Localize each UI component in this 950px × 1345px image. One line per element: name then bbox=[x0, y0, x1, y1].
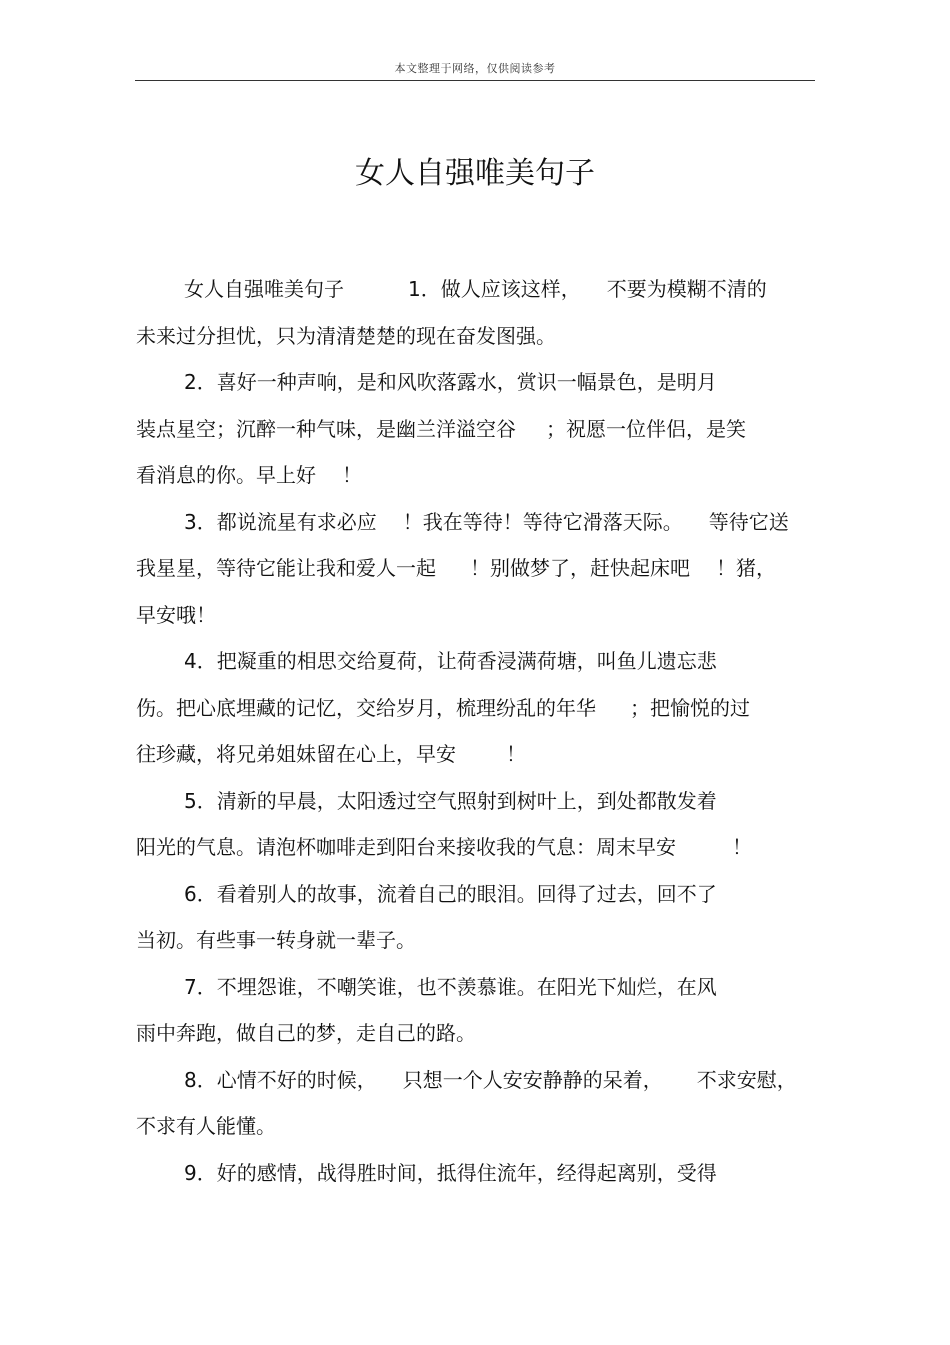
paragraph-4-text: 往珍藏，将兄弟姐妹留在心上，早安 bbox=[136, 742, 456, 766]
paragraph-1-line-1 bbox=[136, 266, 808, 313]
paragraph-2-line-3 bbox=[136, 452, 808, 499]
paragraph-3-line-3 bbox=[136, 592, 808, 639]
paragraph-3-line-2 bbox=[136, 545, 808, 592]
paragraph-2-text: 装点星空；沉醉一种气味，是幽兰洋溢空谷 bbox=[136, 416, 516, 441]
paragraph-8-text: 只想一个人安安静静的呆着， bbox=[402, 1067, 663, 1092]
paragraph-5-text: 5．清新的早晨，太阳透过空气照射到树叶上，到处都散发着 bbox=[184, 788, 717, 813]
paragraph-7-line-2 bbox=[136, 1010, 808, 1057]
paragraph-7-text: 雨中奔跑，做自己的梦，走自己的路。 bbox=[136, 1021, 476, 1045]
paragraph-4-text: 4．把凝重的相思交给夏荷，让荷香浸满荷塘，叫鱼儿遗忘悲 bbox=[184, 649, 717, 673]
paragraph-3-text: 3．都说流星有求必应 bbox=[184, 509, 377, 534]
paragraph-1-text: 1．做人应该这样， bbox=[408, 277, 581, 301]
paragraph-4-line-1 bbox=[136, 638, 808, 685]
paragraph-7-text: 7．不埋怨谁，不嘲笑谁，也不羡慕谁。在阳光下灿烂，在风 bbox=[184, 974, 717, 999]
paragraph-4-line-3 bbox=[136, 731, 808, 778]
paragraph-2-line-1 bbox=[136, 359, 808, 406]
paragraph-9-line-1 bbox=[136, 1150, 808, 1197]
paragraph-8-line-1 bbox=[136, 1057, 808, 1104]
paragraph-8-line-2 bbox=[136, 1103, 808, 1150]
paragraph-3-text: 我星星，等待它能让我和爱人一起 bbox=[136, 556, 436, 580]
paragraph-3-text: 等待它送 bbox=[708, 509, 789, 534]
paragraph-4-text: ；把愉悦的过 bbox=[630, 695, 750, 720]
paragraph-6-text: 当初。有些事一转身就一辈子。 bbox=[136, 928, 416, 952]
paragraph-4-text: ！ bbox=[506, 742, 526, 766]
paragraph-1-text: 不要为模糊不清的 bbox=[606, 277, 767, 301]
paragraph-9-text: 9．好的感情，战得胜时间，抵得住流年，经得起离别，受得 bbox=[184, 1160, 717, 1185]
paragraph-8-text: 不求有人能懂。 bbox=[136, 1114, 276, 1138]
paragraph-6-line-2 bbox=[136, 917, 808, 964]
paragraph-5-text: ！ bbox=[732, 835, 752, 859]
paragraph-8-text: 不求安慰， bbox=[696, 1067, 797, 1092]
paragraph-4-text: 伤。把心底埋藏的记忆，交给岁月，梳理纷乱的年华 bbox=[136, 695, 596, 720]
paragraph-7-line-1 bbox=[136, 964, 808, 1011]
paragraph-2-text: 2．喜好一种声响，是和风吹落露水，赏识一幅景色，是明月 bbox=[184, 370, 717, 394]
paragraph-1-line-2 bbox=[136, 313, 808, 360]
paragraph-3-text: ！别做梦了，赶快起床吧 bbox=[470, 556, 690, 580]
paragraph-5-line-1 bbox=[136, 778, 808, 825]
paragraph-2-text: 看消息的你。早上好 bbox=[136, 463, 316, 487]
paragraph-4-line-2 bbox=[136, 685, 808, 732]
paragraph-3-text: ！猪， bbox=[716, 556, 776, 580]
paragraph-3-text: ！我在等待！等待它滑落天际。 bbox=[402, 509, 683, 534]
header-note: 本文整理于网络，仅供阅读参考 bbox=[394, 62, 556, 75]
paragraph-6-line-1 bbox=[136, 871, 808, 918]
paragraph-2-text: ！ bbox=[342, 463, 362, 487]
document-body bbox=[136, 266, 808, 1196]
paragraph-3-line-1 bbox=[136, 499, 808, 546]
paragraph-2-text: ；祝愿一位伴侣，是笑 bbox=[546, 416, 746, 441]
paragraph-1-text: 未来过分担忧，只为清清楚楚的现在奋发图强。 bbox=[136, 323, 556, 348]
document-title: 女人自强唯美句子 bbox=[355, 156, 595, 191]
paragraph-6-text: 6．看着别人的故事，流着自己的眼泪。回得了过去，回不了 bbox=[184, 881, 717, 906]
header-divider bbox=[135, 80, 815, 81]
paragraph-3-text: 早安哦！ bbox=[136, 602, 216, 627]
paragraph-8-text: 8．心情不好的时候， bbox=[184, 1067, 377, 1092]
paragraph-5-text: 阳光的气息。请泡杯咖啡走到阳台来接收我的气息：周末早安 bbox=[136, 835, 676, 859]
paragraph-2-line-2 bbox=[136, 406, 808, 453]
paragraph-5-line-2 bbox=[136, 824, 808, 871]
paragraph-1-intro: 女人自强唯美句子 bbox=[184, 277, 344, 301]
